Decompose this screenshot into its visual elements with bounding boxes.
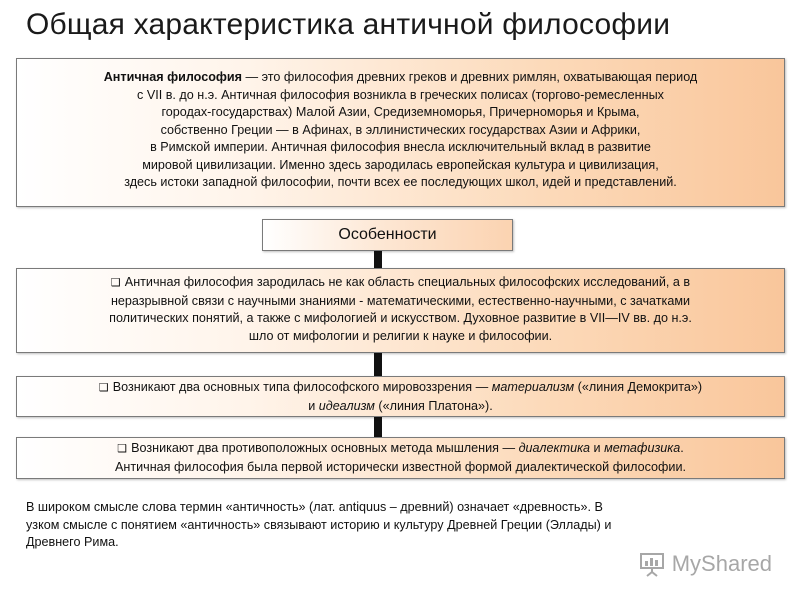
intro-line-2: с VII в. до н.э. Античная философия возникла в греческих полисах (торгово-ремесленных xyxy=(137,87,664,102)
feature-1-line-3: политических понятий, а также с мифологией и искусством. Духовное развитие в VII—IV вв. до н.э. xyxy=(109,311,692,325)
term-materialism: материализм xyxy=(491,380,575,394)
feature-2-line-2: и идеализм («линия Платона»). xyxy=(308,398,493,413)
bottom-line-3: Древнего Рима. xyxy=(26,535,119,549)
feature-1-line-1: ❑ Античная философия зародилась не как область специальных философских исследований, а в xyxy=(110,275,691,289)
feature-box-3 xyxy=(16,437,785,479)
bottom-line-2: узком смысле с понятием «античность» связывают историю и культуру Древней Греции (Эллады) и xyxy=(26,517,612,532)
checkbox-bullet-icon: ❑ xyxy=(110,277,121,289)
feature-3-line-1: ❑ Возникают два противоположных основных метода мышления — диалектика и метафизика. xyxy=(117,441,684,455)
feature-box-1 xyxy=(16,268,785,353)
intro-box xyxy=(16,58,785,207)
watermark xyxy=(638,550,772,578)
features-heading-box xyxy=(262,219,513,251)
bottom-line-1: В широком смысле слова термин «античность» (лат. antiquus – древний) означает «древность». В xyxy=(26,500,603,514)
features-heading: Особенности xyxy=(338,226,437,243)
feature-2-line-1: ❑ Возникают два основных типа философского мировоззрения — материализм («линия Демокрита») xyxy=(98,380,703,394)
intro-term: Античная философия xyxy=(103,70,243,84)
bottom-text xyxy=(26,499,766,552)
watermark-text: MyShared xyxy=(671,551,772,576)
intro-line-3: городах-государствах) Малой Азии, Средиземноморья, Причерноморья и Крыма, xyxy=(161,105,640,119)
checkbox-bullet-icon: ❑ xyxy=(117,443,128,455)
term-dialectics: диалектика xyxy=(518,441,591,455)
term-idealism: идеализм xyxy=(318,398,375,413)
presentation-board-icon xyxy=(638,550,666,578)
feature-3-line-2: Античная философия была первой исторически известной формой диалектической философии. xyxy=(115,459,686,474)
slide-title: Общая характеристика античной философии xyxy=(26,8,671,41)
feature-1-line-2: неразрывной связи с научными знаниями - математическими, естественно-научными, с зачатками xyxy=(110,293,691,308)
intro-line-4: собственно Греции — в Афинах, в эллинистических государствах Азии и Африки, xyxy=(160,122,641,137)
feature-1-line-4: шло от мифологии и религии к науке и философии. xyxy=(248,328,553,343)
checkbox-bullet-icon: ❑ xyxy=(98,382,109,394)
intro-line-5: в Римской империи. Античная философия внесла исключительный вклад в развитие xyxy=(150,140,651,154)
intro-line-6: мировой цивилизации. Именно здесь зародилась европейская культура и цивилизация, xyxy=(142,157,659,172)
term-metaphysics: метафизика xyxy=(604,441,681,455)
intro-line-1: Античная философия — это философия древних греков и древних римлян, охватывающая период xyxy=(103,70,698,84)
intro-line-7: здесь истоки западной философии, почти всех ее последующих школ, идей и представлений. xyxy=(124,175,677,189)
feature-box-2 xyxy=(16,376,785,417)
